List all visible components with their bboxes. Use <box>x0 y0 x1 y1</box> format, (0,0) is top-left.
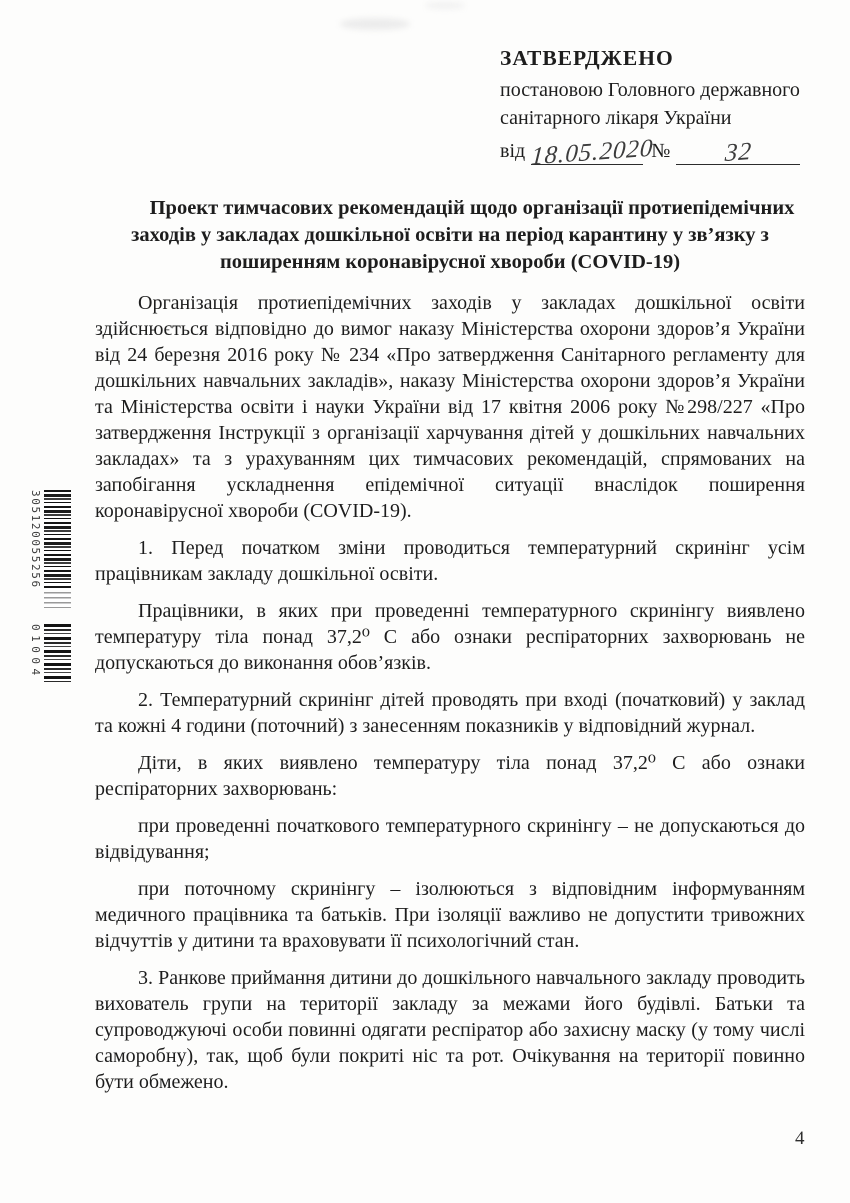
scan-artifact <box>340 18 410 30</box>
barcode-bars <box>44 490 71 590</box>
paragraph-item-1: 1. Перед початком зміни проводиться температурний скринінг усім працівникам закладу дошкільної освіти. <box>95 537 805 585</box>
paragraph-intro: Організація протиепідемічних заходів у закладах дошкільної освіти здійснюється відповідно до вимог наказу Міністерства охорони здоров’я України від 24 березня 2016 року № 234 «Про затвердження Санітарного регламенту для дошкільних навчальних закладів», наказу Міністерства охорони здоров’я України та Міністерства освіти і науки України від 17 квітня 2006 року №298/227 «Про затвердження Інструкції з організації харчування дітей у дошкільних навчальних закладах» та з урахуванням цих тимчасових рекомендацій, спрямованих на запобігання ускладнення епідемічної ситуації внаслідок поширення коронавірусної хвороби (COVID-19). <box>95 292 805 522</box>
paragraph-item-2: 2. Температурний скринінг дітей проводять при вході (початковий) у заклад та кожні 4 години (поточний) з занесенням показників у відповідний журнал. <box>95 689 805 737</box>
barcode-main-digits: 305120055256 <box>29 490 42 589</box>
paragraph-children: Діти, в яких виявлено температуру тіла понад 37,2⁰ С або ознаки респіраторних захворювань: <box>95 752 805 800</box>
date-underline <box>530 134 655 171</box>
barcode-bars <box>44 624 71 682</box>
number-sign-label: № <box>651 140 671 162</box>
approval-dateline <box>500 134 820 171</box>
document-body <box>95 195 805 1106</box>
barcode-tail-group <box>27 624 75 682</box>
barcode-gap <box>27 608 75 624</box>
barcode-bars-light <box>44 592 71 608</box>
approval-heading: ЗАТВЕРДЖЕНО <box>500 46 674 70</box>
approval-authority-line1: постановою Головного державного <box>500 79 800 101</box>
barcode-main-group <box>27 490 75 608</box>
approval-authority-line2: санітарного лікаря України <box>500 107 732 129</box>
page-number: 4 <box>795 1128 805 1149</box>
paragraph-workers: Працівники, в яких при проведенні температурного скринінгу виявлено температуру тіла понад 37,2⁰ С або ознаки респіраторних захворювань не допускаються до виконання обов’язків. <box>95 600 805 674</box>
scan-artifact <box>425 2 465 9</box>
date-prefix-label: від <box>500 140 526 162</box>
approval-block <box>500 44 820 171</box>
barcode-tail-digits: 01004 <box>29 624 42 680</box>
paragraph-initial-screening: при проведенні початкового температурного скринінгу – не допускаються до відвідування; <box>95 815 805 863</box>
handwritten-number: 32 <box>723 137 753 168</box>
handwritten-date: 18.05.2020 <box>530 134 655 171</box>
barcode <box>27 490 75 682</box>
document-title: Проект тимчасових рекомендацій щодо організації протиепідемічних заходів у закладах дошкільної освіти на період карантину у зв’язку з поширенням коронавірусної хвороби (COVID-19) <box>131 197 795 273</box>
paragraph-current-screening: при поточному скринінгу – ізолюються з відповідним інформуванням медичного працівника та батьків. При ізоляції важливо не допустити тривожних відчуттів у дитини та враховувати її психологічний стан. <box>95 878 805 952</box>
number-underline <box>676 137 800 168</box>
paragraph-item-3: 3. Ранкове приймання дитини до дошкільного навчального закладу проводить вихователь групи на території закладу за межами його будівлі. Батьки та супроводжуючі особи повинні одягати респіратор або захисну маску (у тому числі саморобну), так, щоб були покриті ніс та рот. Очікування на території повинно бути обмежено. <box>95 967 805 1093</box>
